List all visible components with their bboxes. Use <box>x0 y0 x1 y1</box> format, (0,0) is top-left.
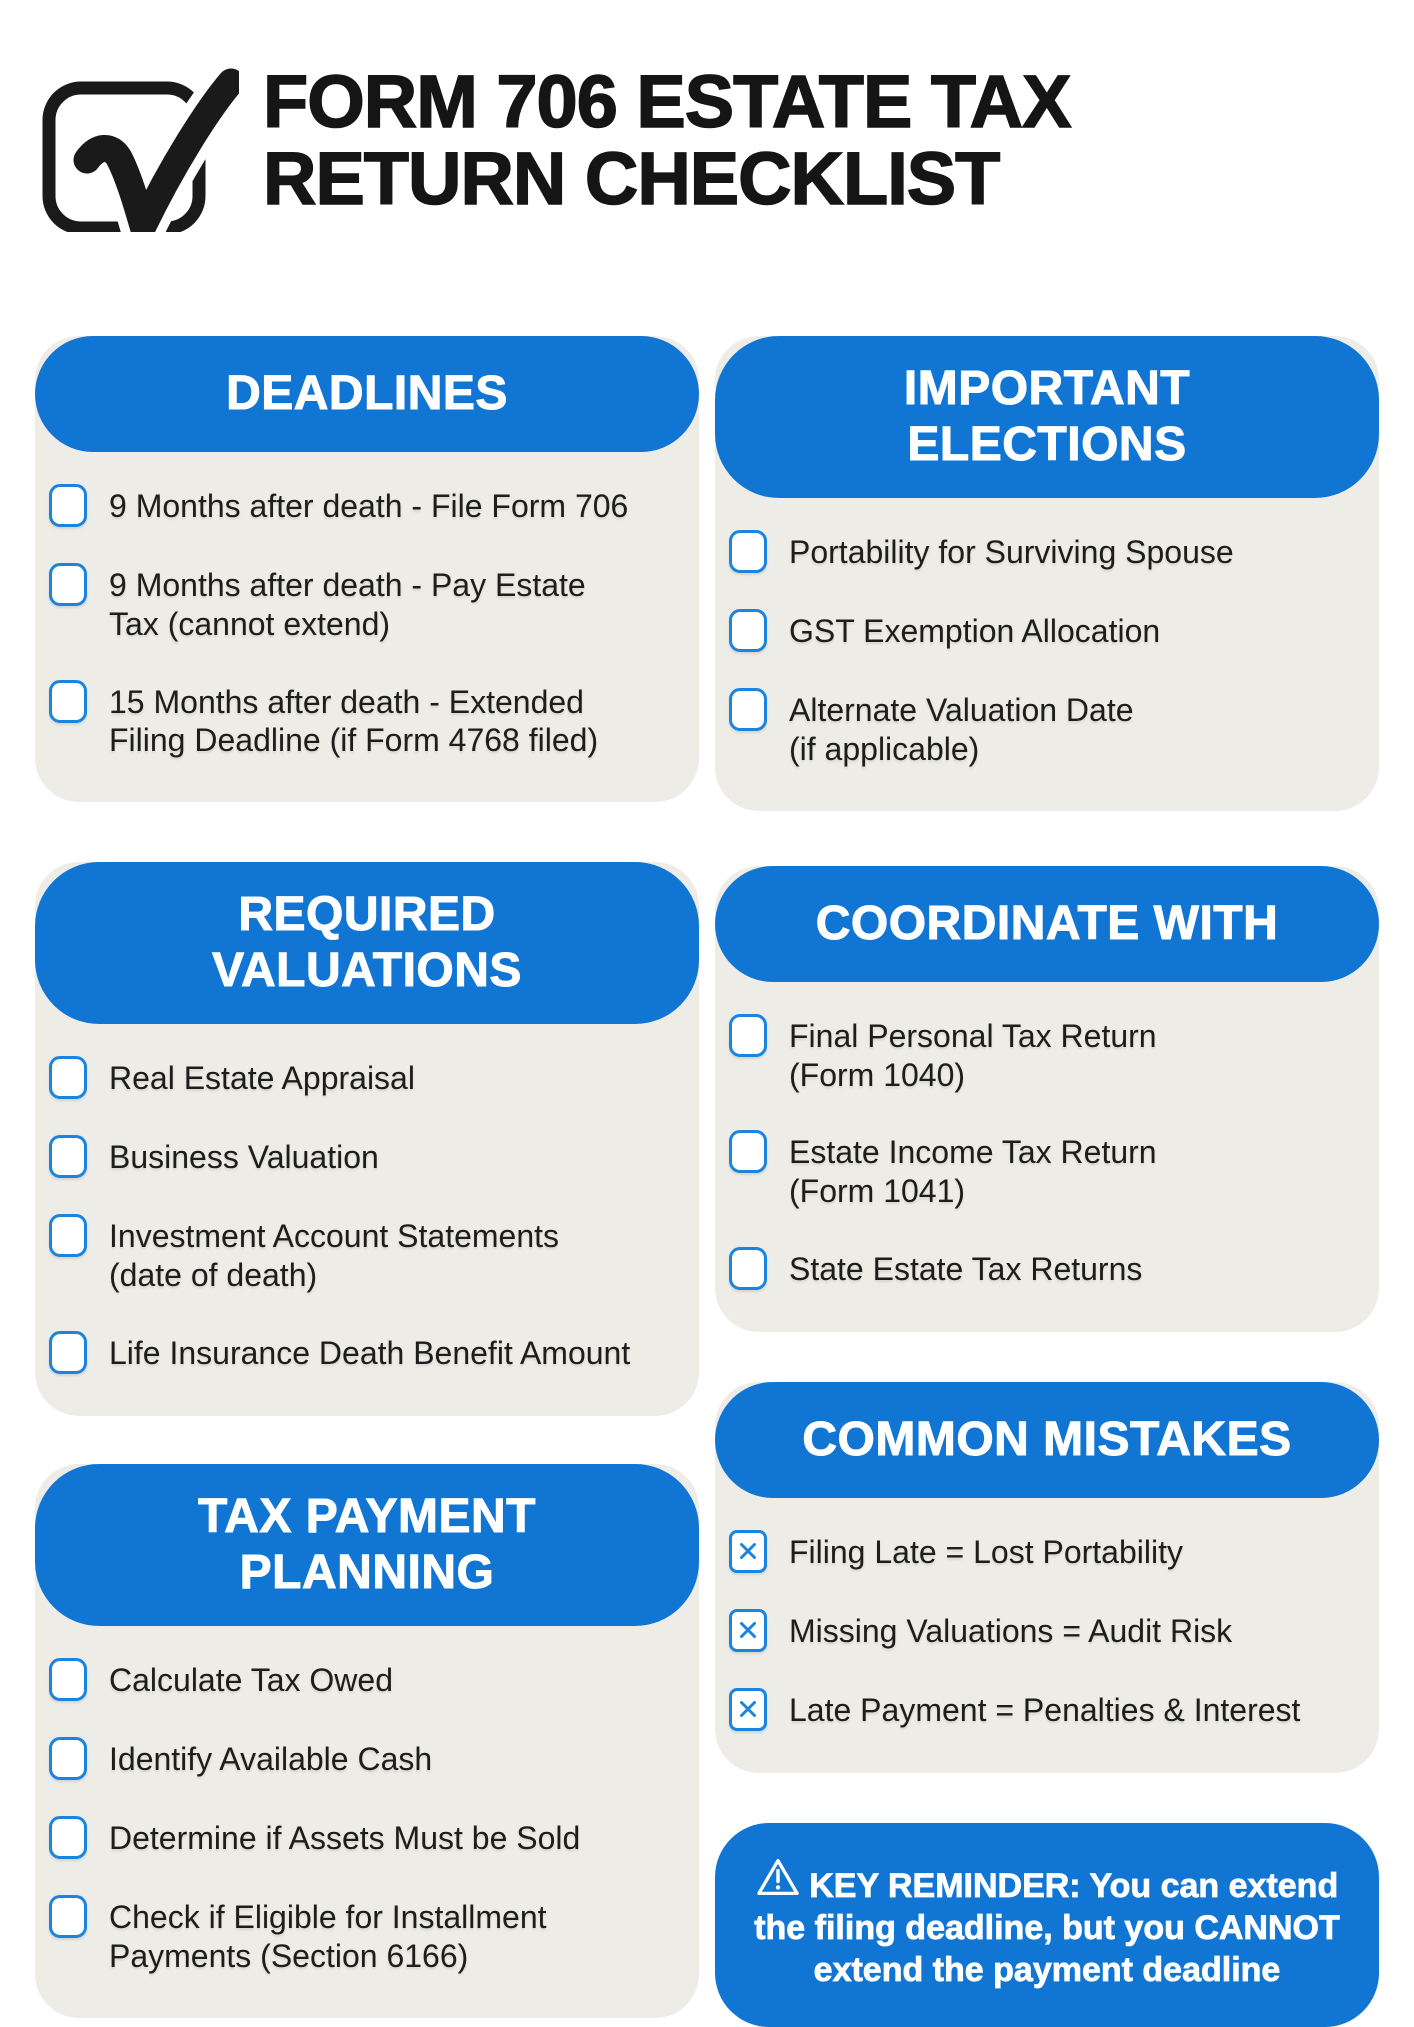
item-label: Portability for Surviving Spouse <box>789 534 1234 571</box>
section-title: VALUATIONS <box>212 944 522 998</box>
item-label: Alternate Valuation Date (if applicable) <box>789 692 1134 768</box>
checkbox-icon[interactable] <box>729 530 767 573</box>
x-mark-icon[interactable] <box>729 1530 767 1573</box>
checkbox-icon[interactable] <box>729 688 767 731</box>
checklist-item <box>729 1014 1363 1094</box>
page-title-line2: RETURN CHECKLIST <box>263 136 1000 220</box>
section-title: DEADLINES <box>226 367 508 420</box>
section-title: COMMON MISTAKES <box>802 1412 1292 1466</box>
card-important-elections <box>715 336 1379 811</box>
checklist-item <box>49 1737 683 1780</box>
item-label: 9 Months after death - File Form 706 <box>109 488 629 525</box>
item-label: Missing Valuations = Audit Risk <box>789 1612 1233 1649</box>
item-label: Determine if Assets Must be Sold <box>109 1820 581 1857</box>
card-deadlines <box>35 336 699 802</box>
checklist-item <box>729 1130 1363 1210</box>
page-title-line1: FORM 706 ESTATE TAX <box>263 60 1071 143</box>
checkbox-icon[interactable] <box>729 609 767 652</box>
checkbox-icon[interactable] <box>49 484 87 527</box>
reminder-text-line3: extend the payment deadline <box>813 1951 1281 1990</box>
card-required-valuations <box>35 862 699 1416</box>
checklist-item <box>49 1658 683 1701</box>
checklist-item <box>49 1895 683 1975</box>
card-tax-payment-planning <box>35 1464 699 2018</box>
section-body <box>35 1626 699 2017</box>
checklist-item <box>49 563 683 643</box>
item-label: Real Estate Appraisal <box>109 1060 415 1097</box>
item-label: Calculate Tax Owed <box>109 1662 393 1699</box>
section-body <box>715 498 1379 810</box>
section-title: REQUIRED <box>238 888 496 942</box>
section-header-deadlines <box>35 336 699 452</box>
warning-triangle-icon <box>756 1857 800 1897</box>
section-header-coordinate-with <box>715 866 1379 982</box>
checkbox-icon[interactable] <box>729 1247 767 1290</box>
section-body <box>35 1024 699 1415</box>
item-label: 15 Months after death - Extended Filing Deadline (if Form 4768 filed) <box>109 683 599 759</box>
checklist-item <box>729 688 1363 768</box>
section-body <box>35 452 699 802</box>
checklist-item <box>49 1331 683 1374</box>
checklist-item <box>729 1247 1363 1290</box>
checkbox-icon[interactable] <box>49 1895 87 1938</box>
checkbox-icon[interactable] <box>729 1130 767 1173</box>
section-header-common-mistakes <box>715 1382 1379 1498</box>
checkbox-checkmark-icon <box>35 56 239 232</box>
checkbox-icon[interactable] <box>49 1135 87 1178</box>
checklist-item <box>49 1816 683 1859</box>
checkbox-icon[interactable] <box>49 563 87 606</box>
item-label: Investment Account Statements (date of death) <box>109 1218 560 1294</box>
header <box>35 0 1379 232</box>
checklist-item <box>729 1530 1363 1573</box>
checklist-item <box>49 1214 683 1294</box>
section-title: COORDINATE WITH <box>815 896 1279 950</box>
checkbox-icon[interactable] <box>49 1214 87 1257</box>
checkbox-icon[interactable] <box>49 1737 87 1780</box>
card-coordinate-with <box>715 866 1379 1332</box>
section-title: ELECTIONS <box>907 418 1187 472</box>
item-label: Identify Available Cash <box>109 1741 433 1778</box>
checkbox-icon[interactable] <box>49 1658 87 1701</box>
item-label: Filing Late = Lost Portability <box>789 1533 1183 1570</box>
checkbox-icon[interactable] <box>49 680 87 723</box>
x-mark-icon[interactable] <box>729 1609 767 1652</box>
page-title <box>263 60 1071 220</box>
checklist-item <box>729 1688 1363 1731</box>
checklist-item <box>729 1609 1363 1652</box>
section-header-required-valuations <box>35 862 699 1024</box>
checkbox-icon[interactable] <box>49 1816 87 1859</box>
checklist-item <box>49 680 683 760</box>
cards-grid <box>35 336 1379 2027</box>
right-column <box>715 336 1379 2027</box>
section-header-important-elections <box>715 336 1379 498</box>
section-body <box>715 1498 1379 1773</box>
item-label: Late Payment = Penalties & Interest <box>789 1691 1301 1728</box>
checklist-item <box>729 609 1363 652</box>
item-label: State Estate Tax Returns <box>789 1250 1143 1287</box>
checklist-item <box>49 1135 683 1178</box>
left-column <box>35 336 699 2027</box>
item-label: Business Valuation <box>109 1139 379 1176</box>
key-reminder-banner <box>715 1823 1379 2027</box>
item-label: Check if Eligible for Installment Payments (Section 6166) <box>109 1899 547 1974</box>
checkbox-icon[interactable] <box>49 1056 87 1099</box>
section-body <box>715 982 1379 1332</box>
card-common-mistakes <box>715 1382 1379 1773</box>
item-label: Final Personal Tax Return (Form 1040) <box>789 1017 1157 1093</box>
section-title: TAX PAYMENT <box>198 1489 536 1543</box>
reminder-text-line1: KEY REMINDER: You can extend <box>809 1866 1339 1905</box>
x-mark-icon[interactable] <box>729 1688 767 1731</box>
item-label: GST Exemption Allocation <box>789 613 1161 650</box>
item-label: 9 Months after death - Pay Estate Tax (cannot extend) <box>109 567 586 642</box>
section-header-tax-payment-planning <box>35 1464 699 1626</box>
checklist-item <box>49 484 683 527</box>
checkbox-icon[interactable] <box>729 1014 767 1057</box>
item-label: Estate Income Tax Return (Form 1041) <box>789 1134 1157 1210</box>
section-title: PLANNING <box>239 1545 495 1599</box>
reminder-text-line2: the filing deadline, but you CANNOT <box>754 1909 1340 1948</box>
checklist-item <box>729 530 1363 573</box>
section-title: IMPORTANT <box>903 362 1191 415</box>
item-label: Life Insurance Death Benefit Amount <box>109 1334 631 1371</box>
checklist-item <box>49 1056 683 1099</box>
checkbox-icon[interactable] <box>49 1331 87 1374</box>
